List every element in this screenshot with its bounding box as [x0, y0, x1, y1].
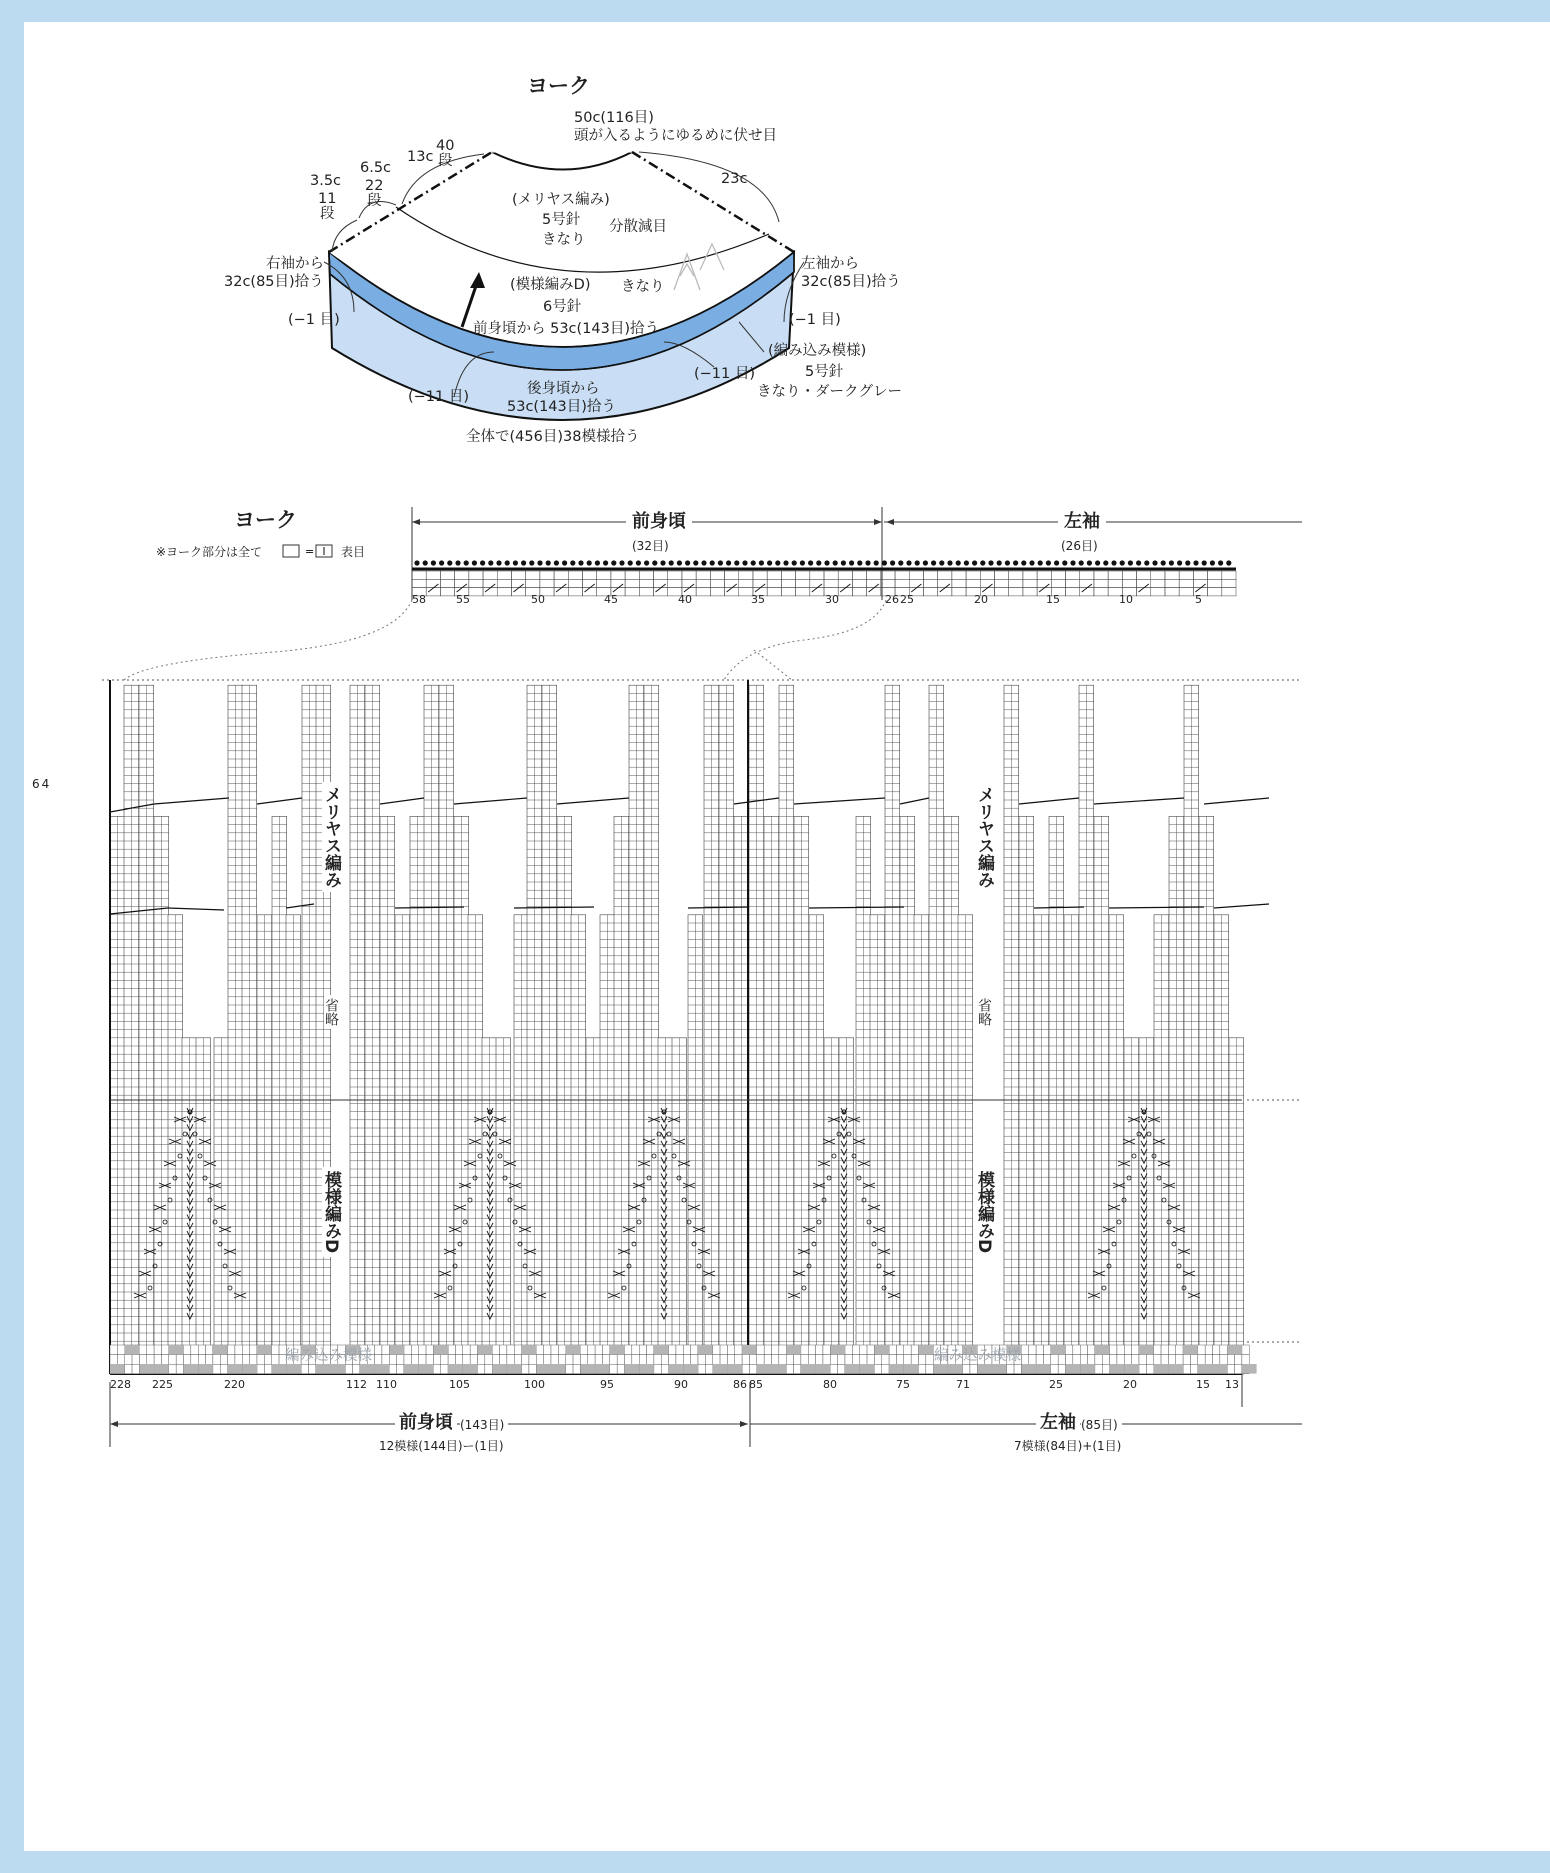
top-grid-cell [994, 579, 1008, 587]
bind-off-dot [1046, 560, 1051, 565]
bind-off-dot [1029, 560, 1034, 565]
top-grid-cell [568, 571, 582, 579]
top-grid-cell [781, 588, 795, 596]
dec-symbol [1082, 584, 1092, 592]
bind-off-dot [455, 560, 460, 565]
top-grid-cell [682, 579, 696, 587]
bind-off-dot [1120, 560, 1125, 565]
dec-symbol [869, 584, 879, 592]
bind-off-dot [1111, 560, 1116, 565]
top-grid-cell [767, 579, 781, 587]
top-grid-cell [1179, 588, 1193, 596]
top-grid-cell [909, 579, 923, 587]
bind-off-dot [529, 560, 534, 565]
dec-symbol [485, 584, 495, 592]
top-grid-cell [597, 571, 611, 579]
top-grid-cell [1222, 579, 1236, 587]
top-grid-cell [1208, 571, 1222, 579]
top-grid-cell [739, 579, 753, 587]
dec-symbol [457, 584, 467, 592]
main-chart [102, 680, 1302, 1407]
bind-off-dot [644, 560, 649, 565]
bind-off-dot [898, 560, 903, 565]
top-grid-cell [923, 588, 937, 596]
bind-off-dot [1103, 560, 1108, 565]
top-grid-cell [440, 588, 454, 596]
top-grid-cell [1137, 579, 1151, 587]
top-grid-cell [852, 571, 866, 579]
top-grid-cell [426, 571, 440, 579]
top-grid-cell [1151, 588, 1165, 596]
bind-off-dot [710, 560, 715, 565]
top-grid-cell [867, 571, 881, 579]
top-grid-cell [412, 571, 426, 579]
bind-off-dot [931, 560, 936, 565]
bind-off-dot [841, 560, 846, 565]
top-grid-cell [582, 579, 596, 587]
top-grid-cell [938, 571, 952, 579]
bind-off-dot [718, 560, 723, 565]
bind-off-dot [1079, 560, 1084, 565]
bind-off-dot [513, 560, 518, 565]
bind-off-dot [488, 560, 493, 565]
bind-off-dot [816, 560, 821, 565]
bind-off-dot [1136, 560, 1141, 565]
top-grid-cell [1151, 571, 1165, 579]
top-grid-cell [625, 579, 639, 587]
top-grid-cell [1179, 571, 1193, 579]
top-grid-cell [753, 579, 767, 587]
bind-off-dot [1193, 560, 1198, 565]
dec-symbol [684, 584, 694, 592]
bind-off-dot [685, 560, 690, 565]
top-grid-cell [952, 588, 966, 596]
top-grid-cell [1066, 588, 1080, 596]
top-grid-cell [1023, 588, 1037, 596]
top-grid-cell [796, 571, 810, 579]
top-grid-cell [511, 571, 525, 579]
dec-symbol [556, 584, 566, 592]
top-grid-cell [994, 571, 1008, 579]
bind-off-dot [1144, 560, 1149, 565]
bind-off-dot [1038, 560, 1043, 565]
bind-off-dot [505, 560, 510, 565]
pattern-page [24, 22, 1550, 1851]
bind-off-dot [1185, 560, 1190, 565]
dec-symbol [727, 584, 737, 592]
top-grid-cell [1080, 571, 1094, 579]
top-grid-cell [682, 571, 696, 579]
dec-symbol [1195, 584, 1205, 592]
top-grid-cell [1179, 579, 1193, 587]
bind-off-dot [595, 560, 600, 565]
bind-off-dot [833, 560, 838, 565]
bind-off-dot [554, 560, 559, 565]
top-grid-cell [1208, 588, 1222, 596]
dec-symbol [656, 584, 666, 592]
bind-off-dot [1054, 560, 1059, 565]
top-grid-cell [767, 588, 781, 596]
top-grid-cell [909, 571, 923, 579]
top-grid-cell [440, 579, 454, 587]
bind-off-dot [939, 560, 944, 565]
top-grid-cell [668, 579, 682, 587]
top-grid-cell [810, 579, 824, 587]
top-grid-cell [455, 571, 469, 579]
bind-off-dot [414, 560, 419, 565]
bind-off-dot [1218, 560, 1223, 565]
connector-mid [724, 600, 886, 680]
top-grid-cell [1009, 571, 1023, 579]
bind-off-dot [480, 560, 485, 565]
dec-symbol [911, 584, 921, 592]
bind-off-dot [693, 560, 698, 565]
top-grid-cell [966, 579, 980, 587]
bind-off-dot [726, 560, 731, 565]
top-grid-cell [725, 571, 739, 579]
bind-off-dot [660, 560, 665, 565]
top-grid-cell [554, 571, 568, 579]
bind-off-dot [734, 560, 739, 565]
top-grid-cell [767, 571, 781, 579]
bind-off-dot [997, 560, 1002, 565]
top-grid-cell [895, 571, 909, 579]
bind-off-dot [964, 560, 969, 565]
top-grid-cell [497, 571, 511, 579]
top-grid-cell [881, 579, 895, 587]
bind-off-dot [824, 560, 829, 565]
bind-off-dot [423, 560, 428, 565]
dec-symbol [1039, 584, 1049, 592]
top-grid-cell [440, 571, 454, 579]
top-grid-cell [838, 571, 852, 579]
top-grid-cell [725, 579, 739, 587]
diagram-artwork [24, 22, 1550, 1851]
top-grid-cell [554, 579, 568, 587]
top-grid-cell [923, 579, 937, 587]
connector-left [124, 600, 412, 680]
dec-symbol [428, 584, 438, 592]
top-grid-cell [611, 579, 625, 587]
top-grid-cell [540, 571, 554, 579]
bind-off-dot [947, 560, 952, 565]
top-grid-cell [852, 588, 866, 596]
top-grid-cell [881, 571, 895, 579]
top-grid-cell [483, 579, 497, 587]
top-grid-cell [1122, 571, 1136, 579]
bind-off-dot [496, 560, 501, 565]
top-grid-cell [781, 579, 795, 587]
top-grid-cell [1208, 579, 1222, 587]
top-grid-cell [1037, 571, 1051, 579]
top-grid-cell [469, 579, 483, 587]
top-grid-cell [597, 579, 611, 587]
top-grid-cell [625, 571, 639, 579]
bind-off-dot [800, 560, 805, 565]
dec-symbol [584, 584, 594, 592]
top-grid-cell [710, 588, 724, 596]
top-grid-cell [710, 571, 724, 579]
top-grid-cell [497, 588, 511, 596]
top-grid-cell [582, 571, 596, 579]
bind-off-dot [923, 560, 928, 565]
bind-off-dot [849, 560, 854, 565]
bind-off-dot [677, 560, 682, 565]
bind-off-dot [980, 560, 985, 565]
top-grid-cell [739, 571, 753, 579]
top-grid-cell [526, 571, 540, 579]
bind-off-dot [1152, 560, 1157, 565]
top-grid-cell [710, 579, 724, 587]
top-grid-cell [952, 579, 966, 587]
top-grid-cell [412, 579, 426, 587]
top-grid-cell [1037, 579, 1051, 587]
dec-symbol [613, 584, 623, 592]
bind-off-dot [874, 560, 879, 565]
top-grid-cell [654, 571, 668, 579]
bind-off-dot [521, 560, 526, 565]
top-grid-cell [1165, 579, 1179, 587]
top-grid-cell [1094, 588, 1108, 596]
top-grid-cell [980, 571, 994, 579]
top-grid-cell [1122, 579, 1136, 587]
top-grid-cell [1051, 571, 1065, 579]
top-grid-cell [938, 579, 952, 587]
top-grid-cell [639, 571, 653, 579]
bind-off-dot [701, 560, 706, 565]
bind-off-dot [767, 560, 772, 565]
connector-mid-2 [754, 650, 792, 680]
top-grid-cell [753, 571, 767, 579]
top-grid-cell [824, 571, 838, 579]
top-grid-cell [1222, 571, 1236, 579]
top-grid-cell [852, 579, 866, 587]
bind-off-dot [915, 560, 920, 565]
bind-off-dot [759, 560, 764, 565]
top-grid-cell [1066, 579, 1080, 587]
bind-off-dot [619, 560, 624, 565]
bind-off-dot [611, 560, 616, 565]
top-grid-cell [1051, 579, 1065, 587]
top-grid-cell [1009, 579, 1023, 587]
top-grid-cell [824, 579, 838, 587]
bind-off-dot [1062, 560, 1067, 565]
bind-off-dot [464, 560, 469, 565]
top-grid-cell [923, 571, 937, 579]
bind-off-dot [808, 560, 813, 565]
top-grid-cell [469, 588, 483, 596]
neck-opening-curve [492, 152, 632, 170]
bind-off-dot [956, 560, 961, 565]
top-grid-cell [1080, 579, 1094, 587]
bind-off-dot [1226, 560, 1231, 565]
top-grid-cell [483, 571, 497, 579]
top-grid-cell [696, 571, 710, 579]
top-grid-cell [1222, 588, 1236, 596]
bind-off-dot [751, 560, 756, 565]
dec-symbol [840, 584, 850, 592]
top-grid-cell [952, 571, 966, 579]
dec-symbol [513, 584, 523, 592]
top-grid-cell [455, 579, 469, 587]
top-grid-cell [526, 579, 540, 587]
bind-off-dot [906, 560, 911, 565]
bind-off-dot [636, 560, 641, 565]
bind-off-dot [578, 560, 583, 565]
top-grid-cell [611, 571, 625, 579]
dec-symbol [982, 584, 992, 592]
bind-off-dot [1161, 560, 1166, 565]
bind-off-dot [652, 560, 657, 565]
bind-off-dot [1070, 560, 1075, 565]
bind-off-dot [562, 560, 567, 565]
top-grid-cell [1023, 579, 1037, 587]
bind-off-dot [1095, 560, 1100, 565]
top-grid-cell [980, 579, 994, 587]
bind-off-dot [890, 560, 895, 565]
top-grid-cell [966, 571, 980, 579]
top-grid-cell [810, 571, 824, 579]
top-grid-cell [639, 588, 653, 596]
top-grid-cell [469, 571, 483, 579]
bind-off-dot [1177, 560, 1182, 565]
bind-off-dot [988, 560, 993, 565]
bind-off-dot [439, 560, 444, 565]
bind-off-dot [628, 560, 633, 565]
top-grid-cell [696, 579, 710, 587]
bind-off-dot [792, 560, 797, 565]
bind-off-dot [1087, 560, 1092, 565]
top-grid-cell [1066, 571, 1080, 579]
dim-arc-23 [639, 152, 779, 222]
bind-off-dot [742, 560, 747, 565]
top-grid-cell [1151, 579, 1165, 587]
top-grid-cell [625, 588, 639, 596]
top-grid-cell [497, 579, 511, 587]
bind-off-dot [1013, 560, 1018, 565]
top-grid-cell [511, 579, 525, 587]
bind-off-dot [472, 560, 477, 565]
top-grid-cell [838, 579, 852, 587]
top-grid-cell [568, 588, 582, 596]
bind-off-dot [447, 560, 452, 565]
top-grid-cell [781, 571, 795, 579]
top-grid-cell [668, 571, 682, 579]
top-grid-cell [1193, 579, 1207, 587]
top-grid-cell [796, 588, 810, 596]
top-grid-cell [540, 579, 554, 587]
top-grid-cell [568, 579, 582, 587]
top-grid-cell [1108, 571, 1122, 579]
bind-off-dot [882, 560, 887, 565]
bind-off-dot [783, 560, 788, 565]
top-grid-cell [1108, 579, 1122, 587]
top-grid-cell [654, 579, 668, 587]
bind-off-dot [1210, 560, 1215, 565]
bind-off-dot [1128, 560, 1133, 565]
bind-off-dot [1021, 560, 1026, 565]
bind-off-dot [587, 560, 592, 565]
dec-symbol [1139, 584, 1149, 592]
top-grid-cell [426, 579, 440, 587]
bind-off-dot [1169, 560, 1174, 565]
equals-sign: = [305, 545, 315, 558]
top-grid-cell [1094, 579, 1108, 587]
top-grid-cell [796, 579, 810, 587]
top-grid-cell [1009, 588, 1023, 596]
top-grid-cell [994, 588, 1008, 596]
dec-symbol [940, 584, 950, 592]
blank-square-symbol [283, 545, 299, 557]
bind-off-dot [546, 560, 551, 565]
top-grid-cell [1193, 571, 1207, 579]
top-grid-cell [1023, 571, 1037, 579]
bind-off-dot [669, 560, 674, 565]
top-grid-cell [696, 588, 710, 596]
bind-off-dot [570, 560, 575, 565]
top-grid-cell [1165, 588, 1179, 596]
bind-off-dot [972, 560, 977, 565]
top-grid-cell [1137, 571, 1151, 579]
bind-off-dot [865, 560, 870, 565]
dec-symbol [812, 584, 822, 592]
bind-off-dot [1202, 560, 1207, 565]
bind-off-dot [431, 560, 436, 565]
bind-off-dot [775, 560, 780, 565]
top-grid-cell [1165, 571, 1179, 579]
bind-off-dot [537, 560, 542, 565]
chart-header [412, 507, 1302, 600]
top-grid-cell [895, 579, 909, 587]
bind-off-dot [603, 560, 608, 565]
top-grid-cell [639, 579, 653, 587]
top-grid-cell [1094, 571, 1108, 579]
top-grid-cell [867, 579, 881, 587]
bind-off-dot [857, 560, 862, 565]
bind-off-dot [1005, 560, 1010, 565]
dec-symbol [755, 584, 765, 592]
